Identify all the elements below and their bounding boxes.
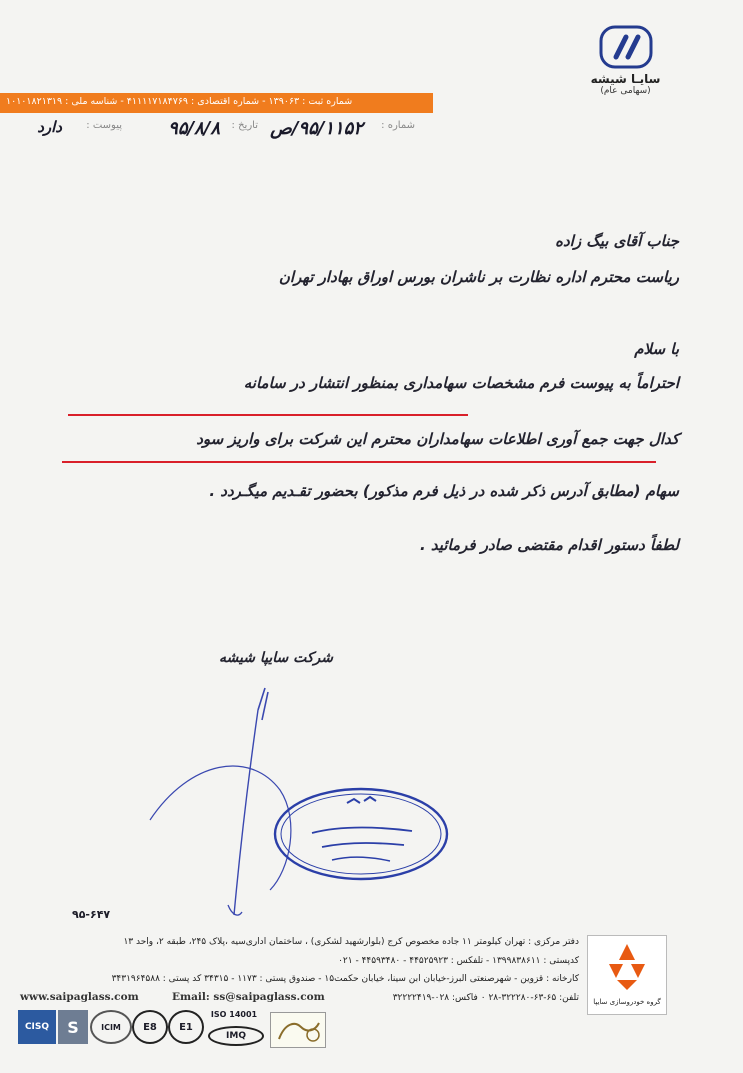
addressee-title: ریاست محترم اداره نظارت بر ناشران بورس اوراق بهادار تهران [278, 268, 679, 286]
cert-e8-icon: E8 [132, 1010, 168, 1044]
cert-iso-icon: ISO 14001 [210, 1010, 258, 1019]
date-label-wrap [218, 118, 258, 140]
red-underline-1 [68, 414, 468, 416]
reference-number: ۹۵-۶۴۷ [72, 908, 111, 921]
saipa-group-logo [587, 935, 667, 1015]
letter-number: ۹۵/۱۱۵۲/ص [270, 118, 363, 139]
office-address: دفتر مرکزی : تهران کیلومتر ۱۱ جاده مخصوص کرج (بلوارشهید لشکری) ، ساختمان اداری‌سیه ،پلاک ۲۴۵، طبقه ۲، واحد ۱۳ [123, 937, 579, 947]
number-label: شماره : [381, 120, 415, 131]
registration-line: شماره ثبت : ۱۳۹۰۶۳ - شماره اقتصادی : ۴۱۱۱۱۷۱۸۴۷۶۹ - شناسه ملی : ۱۰۱۰۱۸۲۱۳۱۹ [6, 96, 353, 107]
factory-contact: تلفن: ۶۵-۶۳-۳۲۲۲۸۰-۲۸ ۰ فاکس: ۰۲۸-۳۲۲۲۲۴۱۹ [392, 993, 579, 1003]
red-underline-2 [62, 461, 656, 463]
website-link: www.saipaglass.com [20, 991, 139, 1003]
cert-cisq-icon: CISQ [18, 1010, 56, 1044]
company-type: (سهامی عام) [600, 86, 651, 96]
factory-address: کارخانه : قزوین - شهرصنعتی البرز-خیابان ابن سینا، خیابان حکمت۱۵ - صندوق پستی : ۱۱۷۳ - ۳۴۳۱۵ کد پستی : ۳۴۳۱۹۶۴۵۸۸ [111, 974, 579, 984]
company-stamp-icon [272, 785, 450, 883]
company-logo [588, 24, 663, 114]
cert-e1-icon: E1 [168, 1010, 204, 1044]
attachment-value-wrap [14, 118, 62, 140]
greeting: با سلام [634, 340, 679, 358]
closing-line: لطفاً دستور اقدام مقتضی صادر فرمائید . [419, 536, 679, 554]
number-label-wrap [355, 118, 415, 140]
saipa-emblem-icon [601, 942, 653, 992]
date-label: تاریخ : [231, 120, 258, 131]
cert-icim-icon: ICIM [90, 1010, 132, 1044]
body-line-1: احتراماً به پیوست فرم مشخصات سهامداری بمنظور انتشار در سامانه [243, 374, 679, 392]
group-caption: گروه خودروسازی سایپا [593, 998, 661, 1006]
date-value-wrap [130, 118, 220, 140]
addressee: جناب آقای بیگ زاده [555, 232, 679, 250]
attachment-value: دارد [37, 118, 62, 136]
number-value-wrap [253, 118, 363, 140]
email-address: Email: ss@saipaglass.com [172, 991, 325, 1003]
body-line-2: کدال جهت جمع آوری اطلاعات سهامداران محترم این شرکت برای واریز سود [196, 430, 679, 448]
signatory: شرکت سایپا شیشه [219, 650, 333, 666]
attachment-label: پیوست : [86, 120, 122, 131]
company-name: سایـا شیشه [590, 72, 661, 86]
body-line-3: سهام (مطابق آدرس ذکر شده در ذیل فرم مذکور) بحضور تقـدیم میگـردد . [209, 482, 679, 500]
cert-emblem-icon [270, 1012, 326, 1048]
saipa-glass-logo-icon [598, 24, 654, 70]
cert-s-icon: S [58, 1010, 88, 1044]
office-contact: کدپستی : ۱۳۹۹۸۳۸۶۱۱ - تلفکس : ۴۴۵۲۵۹۲۳ - ۴۴۵۹۳۴۸۰ - ۰۲۱ [338, 956, 579, 966]
cert-imq-icon: IMQ [208, 1026, 264, 1046]
attachment-label-wrap [64, 118, 122, 140]
letter-date: ۹۵/۸/۸ [168, 118, 220, 139]
